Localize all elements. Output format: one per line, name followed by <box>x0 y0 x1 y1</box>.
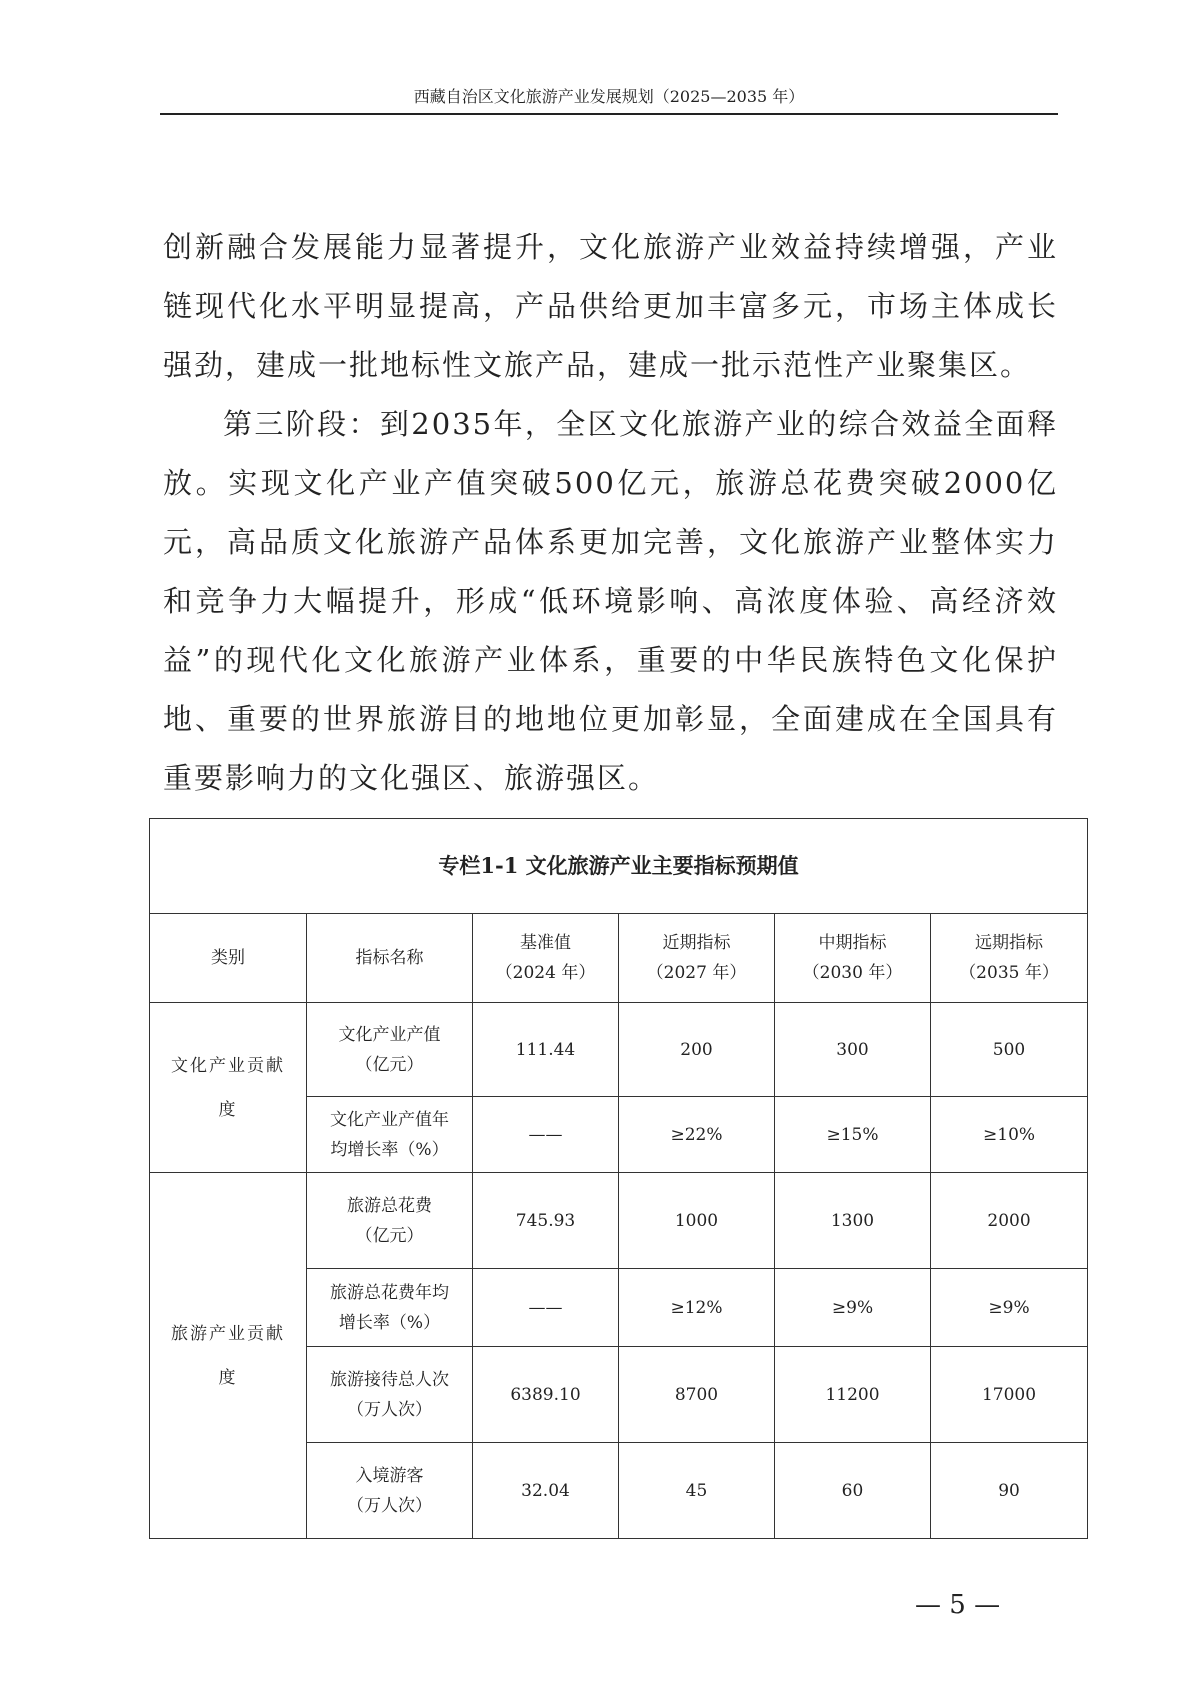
category-cell: 旅游产业贡献度 <box>150 1173 307 1539</box>
indicator-name: 文化产业产值 （亿元） <box>307 1003 473 1097</box>
value-cell: 17000 <box>931 1347 1088 1443</box>
header-rule <box>160 113 1058 115</box>
value-cell: ≥12% <box>619 1269 775 1347</box>
paragraph: 创新融合发展能力显著提升，文化旅游产业效益持续增强，产业链现代化水平明显提高，产品供给更加丰富多元，市场主体成长强劲，建成一批地标性文旅产品，建成一批示范性产业聚集区。 <box>163 230 1058 382</box>
value-cell: —— <box>473 1097 619 1173</box>
indicator-name: 入境游客 （万人次） <box>307 1443 473 1539</box>
column-header: 近期指标 （2027 年） <box>619 914 775 1003</box>
value-cell: 2000 <box>931 1173 1088 1269</box>
category-cell: 文化产业贡献度 <box>150 1003 307 1173</box>
value-cell: 745.93 <box>473 1173 619 1269</box>
value-cell: 8700 <box>619 1347 775 1443</box>
value-cell: —— <box>473 1269 619 1347</box>
indicator-name: 旅游接待总人次 （万人次） <box>307 1347 473 1443</box>
value-cell: 300 <box>775 1003 931 1097</box>
indicator-name: 旅游总花费 （亿元） <box>307 1173 473 1269</box>
value-cell: 6389.10 <box>473 1347 619 1443</box>
value-cell: 1000 <box>619 1173 775 1269</box>
column-header: 基准值 （2024 年） <box>473 914 619 1003</box>
value-cell: 32.04 <box>473 1443 619 1539</box>
indicator-name: 旅游总花费年均 增长率（%） <box>307 1269 473 1347</box>
value-cell: ≥10% <box>931 1097 1088 1173</box>
table-row <box>150 1173 1088 1269</box>
value-cell: 45 <box>619 1443 775 1539</box>
column-header: 远期指标 （2035 年） <box>931 914 1088 1003</box>
column-header: 指标名称 <box>307 914 473 1003</box>
value-cell: 500 <box>931 1003 1088 1097</box>
value-cell: 200 <box>619 1003 775 1097</box>
value-cell: ≥9% <box>775 1269 931 1347</box>
page-number: — 5 — <box>915 1590 1001 1620</box>
table-title: 专栏1-1 文化旅游产业主要指标预期值 <box>150 819 1088 914</box>
value-cell: 1300 <box>775 1173 931 1269</box>
column-header: 中期指标 （2030 年） <box>775 914 931 1003</box>
running-header: 西藏自治区文化旅游产业发展规划（2025—2035 年） <box>413 87 805 106</box>
value-cell: 90 <box>931 1443 1088 1539</box>
value-cell: ≥9% <box>931 1269 1088 1347</box>
indicator-name: 文化产业产值年 均增长率（%） <box>307 1097 473 1173</box>
indicator-table <box>149 818 1088 1539</box>
value-cell: ≥22% <box>619 1097 775 1173</box>
column-header: 类别 <box>150 914 307 1003</box>
table-row <box>150 1003 1088 1097</box>
value-cell: 11200 <box>775 1347 931 1443</box>
value-cell: ≥15% <box>775 1097 931 1173</box>
paragraph: 第三阶段：到2035年，全区文化旅游产业的综合效益全面释放。实现文化产业产值突破500亿元，旅游总花费突破2000亿元，高品质文化旅游产品体系更加完善，文化旅游产业整体实力和竞争力大幅提升，形成“低环境影响、高浓度体验、高经济效益”的现代化文化旅游产业体系，重要的中华民族特色文化保护地、重要的世界旅游目的地地位更加彰显，全面建成在全国具有重要影响力的文化强区、旅游强区。 <box>163 407 1058 795</box>
value-cell: 60 <box>775 1443 931 1539</box>
body-text <box>163 218 1058 808</box>
value-cell: 111.44 <box>473 1003 619 1097</box>
